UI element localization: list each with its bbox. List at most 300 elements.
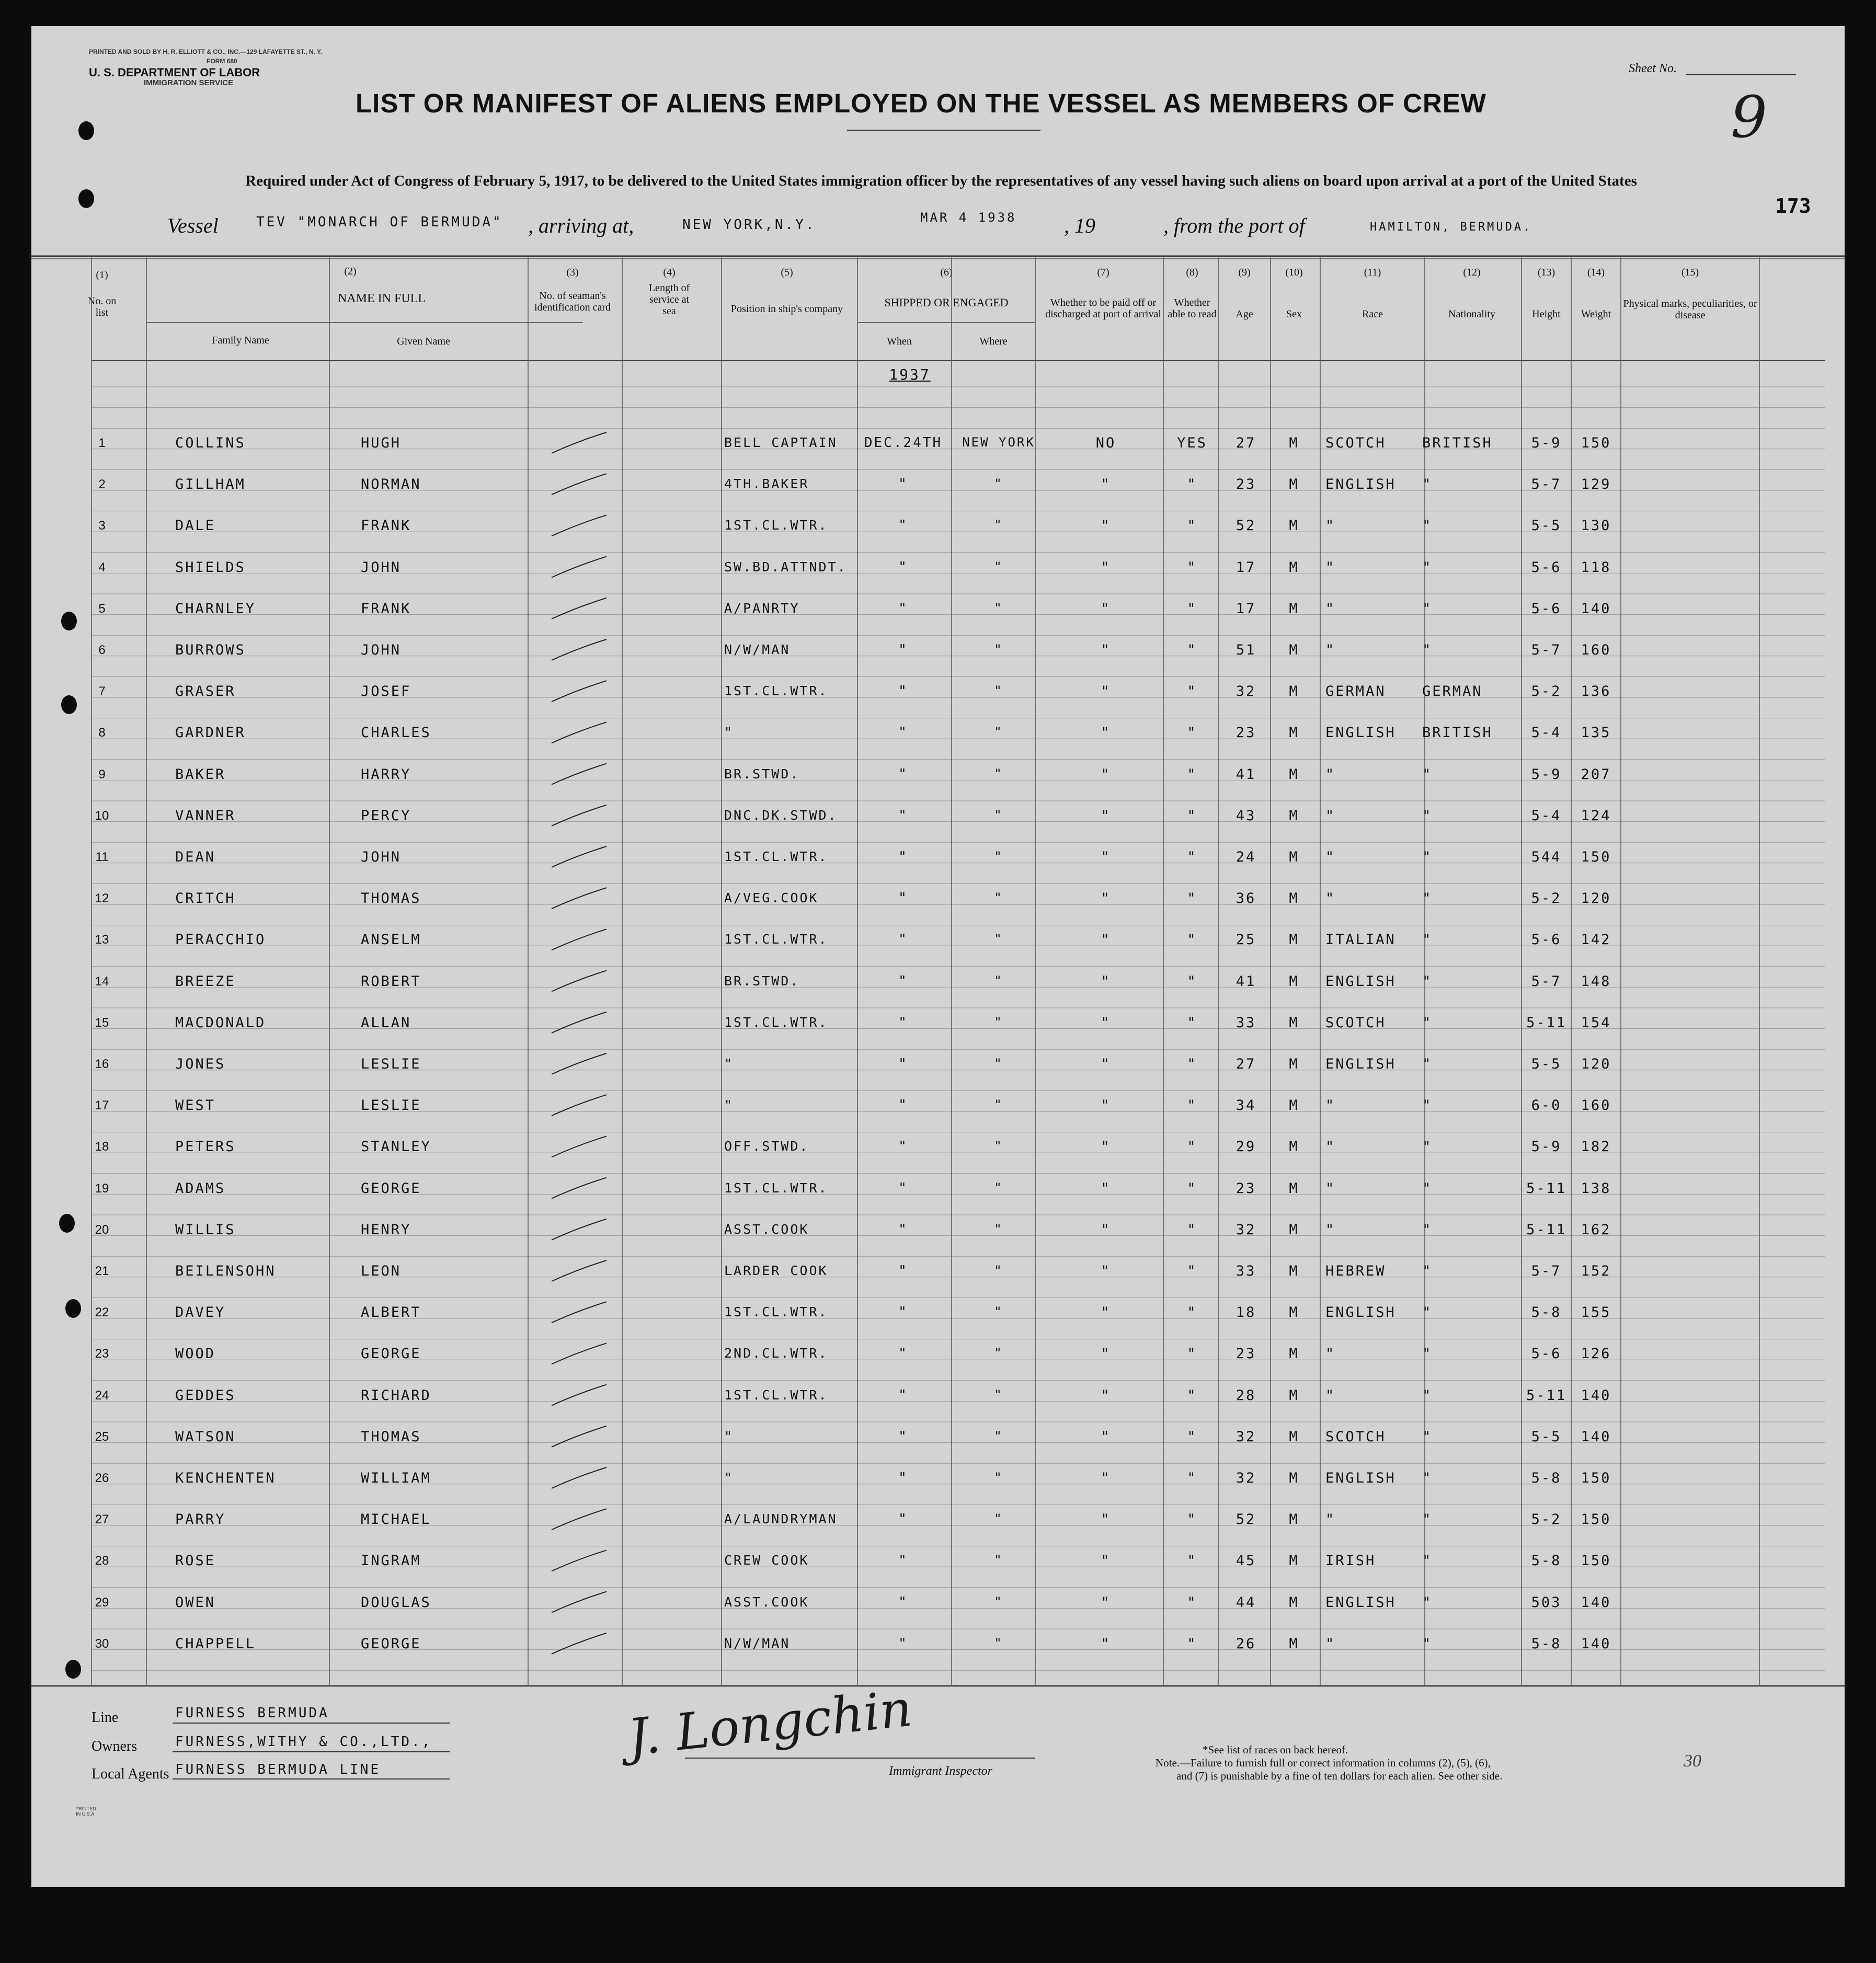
row-number: 13 bbox=[95, 933, 109, 947]
cell-read: YES bbox=[1177, 435, 1207, 451]
cell-race: ENGLISH bbox=[1325, 973, 1396, 990]
cell-family: COLLINS bbox=[175, 435, 246, 451]
cell-position: LARDER COOK bbox=[724, 1263, 828, 1278]
cell-paid: " bbox=[1101, 1304, 1111, 1321]
department-name: U. S. DEPARTMENT OF LABOR bbox=[89, 66, 260, 79]
cell-weight: 154 bbox=[1581, 1014, 1611, 1031]
col-15-header: Physical marks, peculiarities, or disease bbox=[1623, 298, 1757, 321]
cell-height: 5-5 bbox=[1531, 518, 1562, 534]
cell-where: " bbox=[994, 683, 1003, 698]
cell-age: 27 bbox=[1236, 1056, 1256, 1072]
cell-given: PERCY bbox=[361, 807, 411, 824]
row-number: 21 bbox=[95, 1264, 109, 1278]
cell-race: " bbox=[1325, 559, 1336, 576]
id-card-mark bbox=[552, 1509, 607, 1530]
cell-weight: 120 bbox=[1581, 890, 1611, 907]
cell-height: 5-4 bbox=[1531, 807, 1562, 824]
cell-height: 5-8 bbox=[1531, 1553, 1562, 1569]
cell-family: DALE bbox=[175, 518, 216, 534]
row-number: 28 bbox=[95, 1554, 109, 1568]
cell-nationality: " bbox=[1422, 1511, 1433, 1528]
cell-sex: M bbox=[1289, 559, 1299, 576]
cell-sex: M bbox=[1289, 1470, 1299, 1486]
cell-weight: 120 bbox=[1581, 1056, 1611, 1072]
cell-age: 52 bbox=[1236, 518, 1256, 534]
col-12-header: Nationality bbox=[1448, 308, 1495, 320]
id-card-mark bbox=[552, 1260, 607, 1281]
row-number: 5 bbox=[98, 601, 106, 616]
cell-given: THOMAS bbox=[361, 1428, 421, 1445]
col-2-header: NAME IN FULL bbox=[338, 292, 426, 305]
cell-race: " bbox=[1325, 1180, 1336, 1197]
id-card-mark bbox=[552, 1178, 607, 1199]
cell-when: " bbox=[898, 642, 908, 658]
row-number: 11 bbox=[95, 850, 109, 864]
cell-height: 5-11 bbox=[1526, 1387, 1567, 1404]
cell-family: SHIELDS bbox=[175, 559, 246, 576]
cell-when: " bbox=[898, 683, 908, 699]
cell-family: ROSE bbox=[175, 1553, 216, 1569]
cell-when: " bbox=[898, 1221, 908, 1237]
cell-family: ADAMS bbox=[175, 1180, 226, 1197]
cell-where: " bbox=[994, 1180, 1003, 1195]
cell-given: GEORGE bbox=[361, 1635, 421, 1652]
cell-age: 41 bbox=[1236, 973, 1256, 990]
cell-paid: " bbox=[1101, 973, 1111, 990]
cell-nationality: " bbox=[1422, 973, 1433, 990]
cell-race: ENGLISH bbox=[1325, 1470, 1396, 1486]
cell-weight: 138 bbox=[1581, 1180, 1611, 1197]
year-shipped: 1937 bbox=[889, 366, 931, 383]
cell-height: 5-7 bbox=[1531, 476, 1562, 493]
cell-nationality: " bbox=[1422, 807, 1433, 824]
cell-where: " bbox=[994, 1428, 1003, 1443]
cell-when: " bbox=[898, 1014, 908, 1030]
signature-underline bbox=[685, 1758, 1035, 1759]
cell-height: 5-5 bbox=[1531, 1056, 1562, 1072]
col-15-number: (15) bbox=[1681, 267, 1699, 278]
cell-race: ENGLISH bbox=[1325, 725, 1396, 741]
cell-race: " bbox=[1325, 600, 1336, 617]
cell-weight: 130 bbox=[1581, 518, 1611, 534]
cell-race: " bbox=[1325, 849, 1336, 865]
cell-where: " bbox=[994, 973, 1003, 988]
id-card-mark bbox=[552, 1012, 607, 1033]
cell-read: " bbox=[1187, 1097, 1197, 1114]
cell-paid: " bbox=[1101, 1594, 1111, 1611]
cell-read: " bbox=[1187, 1553, 1197, 1569]
cell-race: SCOTCH bbox=[1325, 1014, 1386, 1031]
cell-given: THOMAS bbox=[361, 890, 421, 907]
cell-age: 33 bbox=[1236, 1014, 1256, 1031]
cell-paid: " bbox=[1101, 932, 1111, 948]
cell-age: 32 bbox=[1236, 1428, 1256, 1445]
cell-position: A/VEG.COOK bbox=[724, 890, 819, 906]
cell-weight: 126 bbox=[1581, 1346, 1611, 1362]
row-number: 12 bbox=[95, 891, 109, 906]
cell-age: 17 bbox=[1236, 559, 1256, 576]
cell-height: 5-7 bbox=[1531, 642, 1562, 658]
row-number: 15 bbox=[95, 1015, 109, 1030]
cell-family: KENCHENTEN bbox=[175, 1470, 276, 1486]
cell-age: 25 bbox=[1236, 932, 1256, 948]
penalty-note-1: Note.—Failure to furnish full or correct information in columns (2), (5), (6), bbox=[1156, 1757, 1491, 1769]
cell-read: " bbox=[1187, 1594, 1197, 1611]
cell-given: LESLIE bbox=[361, 1097, 421, 1114]
cell-weight: 150 bbox=[1581, 1470, 1611, 1486]
cell-where: " bbox=[994, 766, 1003, 781]
row-number: 2 bbox=[98, 477, 106, 492]
cell-height: 503 bbox=[1531, 1594, 1562, 1611]
cell-sex: M bbox=[1289, 1553, 1299, 1569]
cell-age: 32 bbox=[1236, 1470, 1256, 1486]
cell-paid: " bbox=[1101, 1263, 1111, 1279]
cell-age: 23 bbox=[1236, 476, 1256, 493]
cell-height: 5-7 bbox=[1531, 1263, 1562, 1279]
cell-where: " bbox=[994, 1221, 1003, 1236]
cell-age: 23 bbox=[1236, 1180, 1256, 1197]
cell-sex: M bbox=[1289, 890, 1299, 907]
cell-given: CHARLES bbox=[361, 725, 431, 741]
cell-weight: 124 bbox=[1581, 807, 1611, 824]
cell-paid: " bbox=[1101, 683, 1111, 700]
id-card-mark bbox=[552, 1467, 607, 1488]
cell-when: " bbox=[898, 1263, 908, 1279]
union-label: PRINTED IN U.S.A. bbox=[75, 1806, 96, 1817]
sheet-number: 9 bbox=[1731, 84, 1767, 151]
cell-given: MICHAEL bbox=[361, 1511, 431, 1528]
sheet-label: Sheet No. bbox=[1629, 62, 1677, 75]
local-agents-value: FURNESS BERMUDA LINE bbox=[175, 1762, 381, 1777]
cell-height: 5-9 bbox=[1531, 766, 1562, 783]
cell-age: 45 bbox=[1236, 1553, 1256, 1569]
cell-weight: 135 bbox=[1581, 725, 1611, 741]
cell-nationality: GERMAN bbox=[1422, 683, 1483, 700]
cell-height: 5-6 bbox=[1531, 932, 1562, 948]
cell-position: " bbox=[724, 1097, 734, 1113]
cell-sex: M bbox=[1289, 476, 1299, 493]
cell-given: LESLIE bbox=[361, 1056, 421, 1072]
cell-given: INGRAM bbox=[361, 1553, 421, 1569]
cell-paid: " bbox=[1101, 1139, 1111, 1155]
cell-sex: M bbox=[1289, 1594, 1299, 1611]
col-1-header: No. on list bbox=[87, 295, 117, 318]
cell-given: FRANK bbox=[361, 600, 411, 617]
cell-sex: M bbox=[1289, 1221, 1299, 1238]
cell-paid: " bbox=[1101, 476, 1111, 493]
cell-position: ASST.COOK bbox=[724, 1594, 809, 1610]
cell-paid: " bbox=[1101, 1221, 1111, 1238]
cell-family: WOOD bbox=[175, 1346, 216, 1362]
cell-race: " bbox=[1325, 1346, 1336, 1362]
cell-race: " bbox=[1325, 1511, 1336, 1528]
cell-sex: M bbox=[1289, 973, 1299, 990]
cell-where: " bbox=[994, 1635, 1003, 1650]
cell-position: " bbox=[724, 1428, 734, 1444]
cell-read: " bbox=[1187, 1304, 1197, 1321]
cell-when: " bbox=[898, 1304, 908, 1321]
cell-weight: 162 bbox=[1581, 1221, 1611, 1238]
from-port-label: , from the port of bbox=[1163, 214, 1305, 237]
cell-race: " bbox=[1325, 807, 1336, 824]
cell-nationality: " bbox=[1422, 518, 1433, 534]
cell-race: " bbox=[1325, 518, 1336, 534]
id-card-mark bbox=[552, 432, 607, 453]
cell-paid: " bbox=[1101, 807, 1111, 824]
cell-family: PETERS bbox=[175, 1139, 236, 1155]
cell-nationality: " bbox=[1422, 1139, 1433, 1155]
cell-paid: " bbox=[1101, 518, 1111, 534]
cell-height: 5-6 bbox=[1531, 559, 1562, 576]
cell-where: " bbox=[994, 1056, 1003, 1071]
cell-read: " bbox=[1187, 559, 1197, 576]
cell-family: PERACCHIO bbox=[175, 932, 266, 948]
cell-read: " bbox=[1187, 1635, 1197, 1652]
cell-weight: 136 bbox=[1581, 683, 1611, 700]
cell-family: PARRY bbox=[175, 1511, 226, 1528]
cell-read: " bbox=[1187, 1139, 1197, 1155]
tally-mark: 30 bbox=[1684, 1751, 1701, 1771]
row-number: 17 bbox=[95, 1098, 109, 1113]
cell-race: IRISH bbox=[1325, 1553, 1376, 1569]
cell-when: " bbox=[898, 1594, 908, 1610]
col-10-number: (10) bbox=[1285, 267, 1303, 278]
cell-age: 23 bbox=[1236, 1346, 1256, 1362]
cell-position: SW.BD.ATTNDT. bbox=[724, 559, 847, 575]
col-10-header: Sex bbox=[1286, 308, 1302, 320]
local-agents-label: Local Agents bbox=[91, 1766, 169, 1782]
row-number: 8 bbox=[98, 726, 106, 740]
cell-age: 33 bbox=[1236, 1263, 1256, 1279]
cell-nationality: " bbox=[1422, 1387, 1433, 1404]
cell-read: " bbox=[1187, 849, 1197, 865]
cell-nationality: " bbox=[1422, 1553, 1433, 1569]
cell-age: 32 bbox=[1236, 1221, 1256, 1238]
arriving-port: NEW YORK,N.Y. bbox=[682, 217, 816, 233]
cell-nationality: " bbox=[1422, 1470, 1433, 1486]
id-card-mark bbox=[552, 929, 607, 950]
cell-sex: M bbox=[1289, 642, 1299, 658]
cell-weight: 150 bbox=[1581, 435, 1611, 451]
cell-paid: " bbox=[1101, 1635, 1111, 1652]
row-number: 19 bbox=[95, 1181, 109, 1196]
cell-position: ASST.COOK bbox=[724, 1221, 809, 1237]
cell-where: " bbox=[994, 1511, 1003, 1526]
cell-when: " bbox=[898, 932, 908, 948]
col-2-number: (2) bbox=[344, 266, 357, 277]
cell-race: ITALIAN bbox=[1325, 932, 1396, 948]
cell-where: " bbox=[994, 725, 1003, 740]
cell-height: 5-9 bbox=[1531, 1139, 1562, 1155]
cell-height: 5-4 bbox=[1531, 725, 1562, 741]
cell-paid: " bbox=[1101, 1428, 1111, 1445]
cell-height: 5-11 bbox=[1526, 1221, 1567, 1238]
cell-family: BURROWS bbox=[175, 642, 246, 658]
row-number: 29 bbox=[95, 1595, 109, 1610]
cell-nationality: " bbox=[1422, 476, 1433, 493]
cell-weight: 140 bbox=[1581, 1635, 1611, 1652]
col-7-number: (7) bbox=[1097, 267, 1109, 278]
cell-family: JONES bbox=[175, 1056, 226, 1072]
id-card-mark bbox=[552, 1219, 607, 1240]
cell-read: " bbox=[1187, 1470, 1197, 1486]
cell-age: 52 bbox=[1236, 1511, 1256, 1528]
cell-where: " bbox=[994, 518, 1003, 533]
cell-given: GEORGE bbox=[361, 1346, 421, 1362]
punch-hole bbox=[78, 121, 94, 140]
cell-family: CHARNLEY bbox=[175, 600, 256, 617]
punch-hole bbox=[61, 612, 77, 630]
id-card-mark bbox=[552, 557, 607, 578]
id-card-mark bbox=[552, 888, 607, 909]
cell-paid: " bbox=[1101, 1387, 1111, 1404]
cell-family: DEAN bbox=[175, 849, 216, 865]
cell-race: ENGLISH bbox=[1325, 476, 1396, 493]
punch-hole bbox=[65, 1660, 81, 1679]
cell-when: " bbox=[898, 973, 908, 989]
cell-where: " bbox=[994, 642, 1003, 657]
cell-read: " bbox=[1187, 725, 1197, 741]
cell-position: " bbox=[724, 725, 734, 740]
cell-age: 23 bbox=[1236, 725, 1256, 741]
cell-position: N/W/MAN bbox=[724, 642, 791, 657]
cell-given: FRANK bbox=[361, 518, 411, 534]
cell-age: 43 bbox=[1236, 807, 1256, 824]
id-card-mark bbox=[552, 598, 607, 619]
col-4-number: (4) bbox=[663, 267, 676, 278]
owners-value: FURNESS,WITHY & CO.,LTD., bbox=[175, 1734, 432, 1750]
cell-family: WILLIS bbox=[175, 1221, 236, 1238]
cell-position: N/W/MAN bbox=[724, 1635, 791, 1651]
cell-nationality: " bbox=[1422, 642, 1433, 658]
cell-race: SCOTCH bbox=[1325, 1428, 1386, 1445]
cell-paid: NO bbox=[1095, 435, 1116, 451]
cell-paid: " bbox=[1101, 725, 1111, 741]
cell-nationality: BRITISH bbox=[1422, 725, 1493, 741]
cell-race: GERMAN bbox=[1325, 683, 1386, 700]
id-card-mark bbox=[552, 805, 607, 826]
id-card-mark bbox=[552, 1385, 607, 1406]
cell-sex: M bbox=[1289, 1428, 1299, 1445]
cell-height: 5-8 bbox=[1531, 1304, 1562, 1321]
cell-position: OFF.STWD. bbox=[724, 1139, 809, 1154]
cell-position: BELL CAPTAIN bbox=[724, 435, 838, 450]
cell-family: DAVEY bbox=[175, 1304, 226, 1321]
manifest-subtitle: Required under Act of Congress of February 5, 1917, to be delivered to the United States immigration officer by the representatives of any vessel having such aliens on board upon arrival at a port of the United States bbox=[245, 173, 1637, 189]
cell-given: HENRY bbox=[361, 1221, 411, 1238]
cell-nationality: " bbox=[1422, 932, 1433, 948]
cell-nationality: " bbox=[1422, 1056, 1433, 1072]
cell-sex: M bbox=[1289, 1346, 1299, 1362]
cell-read: " bbox=[1187, 1387, 1197, 1404]
id-card-mark bbox=[552, 1550, 607, 1571]
cell-where: NEW YORK bbox=[962, 435, 1035, 450]
cell-age: 41 bbox=[1236, 766, 1256, 783]
cell-nationality: " bbox=[1422, 766, 1433, 783]
id-card-mark bbox=[552, 1343, 607, 1364]
col-13-number: (13) bbox=[1537, 267, 1555, 278]
cell-position: CREW COOK bbox=[724, 1553, 809, 1568]
cell-height: 544 bbox=[1531, 849, 1562, 865]
cell-paid: " bbox=[1101, 890, 1111, 907]
owners-underline bbox=[173, 1751, 450, 1752]
cell-nationality: " bbox=[1422, 849, 1433, 865]
id-card-mark bbox=[552, 1095, 607, 1116]
col-5-header: Position in ship's company bbox=[730, 303, 843, 315]
cell-given: ROBERT bbox=[361, 973, 421, 990]
cell-paid: " bbox=[1101, 559, 1111, 576]
cell-where: " bbox=[994, 1553, 1003, 1568]
cell-given: ALLAN bbox=[361, 1014, 411, 1031]
cell-when: " bbox=[898, 1180, 908, 1196]
col-5-number: (5) bbox=[781, 267, 793, 278]
cell-family: CRITCH bbox=[175, 890, 236, 907]
cell-position: 4TH.BAKER bbox=[724, 476, 809, 492]
cell-nationality: BRITISH bbox=[1422, 435, 1493, 451]
row-number: 1 bbox=[98, 436, 106, 450]
id-card-mark bbox=[552, 1302, 607, 1323]
cell-where: " bbox=[994, 807, 1003, 822]
form-number: FORM 680 bbox=[207, 58, 237, 65]
cell-height: 5-2 bbox=[1531, 683, 1562, 700]
row-number: 22 bbox=[95, 1305, 109, 1320]
col-8-number: (8) bbox=[1186, 267, 1198, 278]
id-card-mark bbox=[552, 1426, 607, 1447]
cell-height: 5-8 bbox=[1531, 1470, 1562, 1486]
col-2a-header: Family Name bbox=[212, 335, 269, 346]
cell-family: WATSON bbox=[175, 1428, 236, 1445]
cell-where: " bbox=[994, 932, 1003, 947]
cell-read: " bbox=[1187, 1511, 1197, 1528]
cell-read: " bbox=[1187, 932, 1197, 948]
cell-position: 1ST.CL.WTR. bbox=[724, 932, 828, 947]
cell-age: 27 bbox=[1236, 435, 1256, 451]
cell-given: DOUGLAS bbox=[361, 1594, 431, 1611]
id-card-mark bbox=[552, 515, 607, 536]
cell-position: A/LAUNDRYMAN bbox=[724, 1511, 838, 1527]
cell-height: 5-2 bbox=[1531, 1511, 1562, 1528]
cell-race: SCOTCH bbox=[1325, 435, 1386, 451]
punch-hole bbox=[65, 1299, 81, 1318]
punch-hole bbox=[78, 189, 94, 208]
id-card-mark bbox=[552, 1633, 607, 1654]
cell-family: GEDDES bbox=[175, 1387, 236, 1404]
cell-where: " bbox=[994, 1139, 1003, 1154]
cell-sex: M bbox=[1289, 725, 1299, 741]
cell-when: " bbox=[898, 1139, 908, 1155]
cell-sex: M bbox=[1289, 1014, 1299, 1031]
cell-when: " bbox=[898, 518, 908, 534]
cell-weight: 150 bbox=[1581, 1511, 1611, 1528]
cell-weight: 140 bbox=[1581, 1428, 1611, 1445]
cell-height: 5-8 bbox=[1531, 1635, 1562, 1652]
cell-when: DEC.24TH bbox=[864, 435, 943, 451]
cell-sex: M bbox=[1289, 932, 1299, 948]
cell-when: " bbox=[898, 1056, 908, 1072]
cell-where: " bbox=[994, 1387, 1003, 1402]
cell-sex: M bbox=[1289, 1304, 1299, 1321]
cell-where: " bbox=[994, 1263, 1003, 1278]
line-label: Line bbox=[91, 1709, 119, 1726]
cell-position: " bbox=[724, 1470, 734, 1485]
cell-weight: 129 bbox=[1581, 476, 1611, 493]
cell-given: ALBERT bbox=[361, 1304, 421, 1321]
cell-sex: M bbox=[1289, 1387, 1299, 1404]
cell-where: " bbox=[994, 1470, 1003, 1485]
owners-label: Owners bbox=[91, 1738, 138, 1754]
row-number: 10 bbox=[95, 808, 109, 823]
cell-when: " bbox=[898, 476, 908, 492]
